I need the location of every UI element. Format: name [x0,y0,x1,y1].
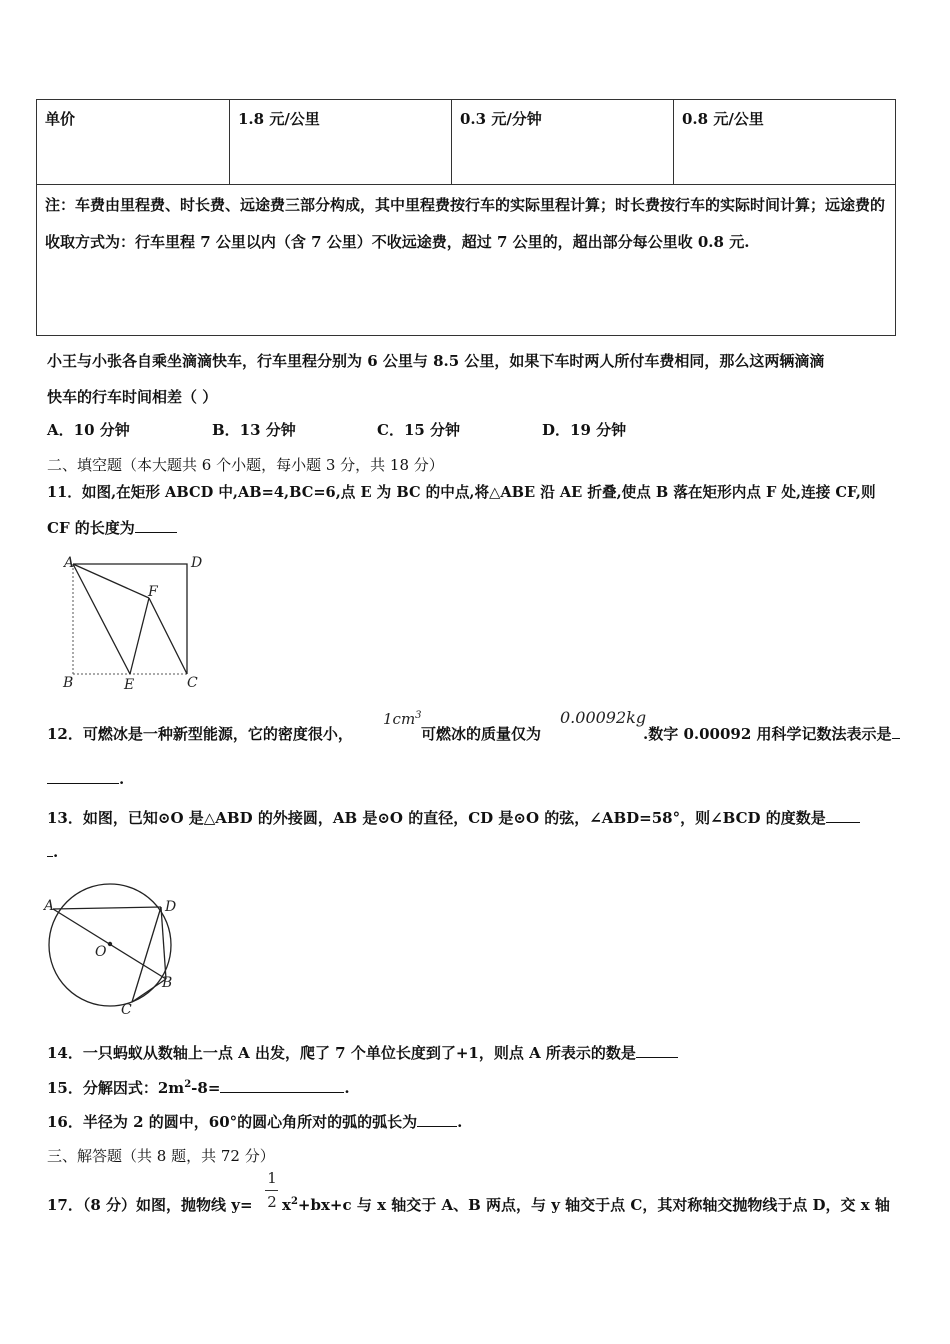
q12-answer-blank [47,783,119,784]
q15-sup: 2 [184,1079,192,1090]
q11-line1: 11．如图,在矩形 ABCD 中,AB=4,BC=6,点 E 为 BC 的中点,将△ABE 沿 AE 折叠,使点 B 落在矩形内点 F 处,连接 CF,则 [47,484,876,501]
q11-line2 [47,517,177,538]
q11-answer-blank [135,532,177,533]
chord-cb [132,979,166,1002]
segment-fc [149,598,187,674]
q13-line2 [47,843,58,861]
q17-frac-num: 1 [267,1169,277,1187]
label-a: A [64,555,75,571]
q15-suffix: -8= [191,1079,221,1097]
q17-x: x [282,1196,291,1214]
q12-blank-start [892,738,900,739]
fare-cell-time: 0.3 元/分钟 [452,100,674,185]
q10-option-d: D．19 分钟 [542,421,627,439]
chord-ad [53,907,161,909]
segment-fe [130,598,149,674]
chord-dc [132,907,161,1002]
q16-answer-blank [417,1126,457,1127]
q11-rectangle-figure [58,550,208,692]
q17-frac-den: 2 [267,1193,277,1211]
q14 [47,1042,678,1063]
q13-answer-blank [826,822,860,823]
fare-cell-mileage: 1.8 元/公里 [230,100,452,185]
q16-end: . [457,1113,463,1131]
label-c: C [187,675,198,691]
q12-math-volume [383,710,422,728]
q10-option-b: B．13 分钟 [212,421,296,439]
q12-part3-text: .数字 0.00092 用科学记数法表示是 [643,725,892,743]
q17-frac-bar [265,1190,278,1191]
q15 [47,1077,350,1098]
label-o: O [95,944,107,960]
fare-table [36,99,896,336]
q11-text: CF 的长度为 [47,519,135,537]
label-d: D [191,555,203,571]
q17-rest [282,1194,890,1215]
label-b: B [63,675,74,691]
q17-suffix: +bx+c 与 x 轴交于 A、B 两点，与 y 轴交于点 C，其对称轴交抛物线于点 D，交 x 轴 [297,1196,890,1214]
q12-part2: 可燃冰的质量仅为 [421,725,542,743]
q17-sup: 2 [290,1196,298,1207]
rect-edges-ad-dc [73,564,187,674]
q10-option-a: A．10 分钟 [47,421,130,439]
q10-line2: 快车的行车时间相差（ ） [47,388,218,406]
q10-line1: 小王与小张各自乘坐滴滴快车，行车里程分别为 6 公里与 8.5 公里，如果下车时两人所付车费相同，那么这两辆滴滴 [47,352,825,370]
q16-text: 16．半径为 2 的圆中，60°的圆心角所对的弧的弧长为 [47,1113,418,1131]
q14-text: 14．一只蚂蚁从数轴上一点 A 出发，爬了 7 个单位长度到了+1，则点 A 所表示的数是 [47,1044,636,1062]
q15-prefix: 15．分解因式：2m [47,1079,185,1097]
q12-math1: 1cm [383,710,416,728]
label-e: E [124,677,135,692]
q17-prefix: 17．（8 分）如图，抛物线 y= [47,1196,253,1214]
q12-part1: 12．可燃冰是一种新型能源，它的密度很小， [47,725,353,743]
label-b: B [162,975,173,991]
segment-af [73,564,149,598]
section3-heading: 三、解答题（共 8 题，共 72 分） [47,1147,275,1165]
q10-option-c: C．15 分钟 [377,421,461,439]
fare-cell-long-distance: 0.8 元/公里 [674,100,896,185]
q12-math-mass: 0.00092kg [560,708,647,727]
q15-answer-blank [220,1092,344,1093]
q13-text: 13．如图，已知⊙O 是△ABD 的外接圆，AB 是⊙O 的直径，CD 是⊙O 的弦，∠ABD=58°，则∠BCD 的度数是 [47,809,826,827]
q13-circle-figure [40,878,185,1018]
fare-row [37,100,896,185]
section2-heading: 二、填空题（本大题共 6 个小题，每小题 3 分，共 18 分） [47,456,444,474]
fare-cell-label: 单价 [37,100,230,185]
q16 [47,1111,462,1132]
label-c: C [121,1002,132,1018]
label-f: F [148,584,158,600]
q12-line1 [47,723,353,744]
center-point [108,942,112,946]
q12-part3 [643,723,900,744]
label-a: A [44,898,55,914]
segment-ae [73,564,130,674]
q14-answer-blank [636,1057,678,1058]
q15-end: . [344,1079,350,1097]
q13-line1 [47,807,860,828]
q13-end: . [53,843,59,861]
q12-end: . [119,770,125,788]
q12-math1-sup: 3 [415,710,422,721]
fare-note: 注：车费由里程费、时长费、远途费三部分构成，其中里程费按行车的实际里程计算；时长费按行车的实际时间计算；远途费的收取方式为：行车里程 7 公里以内（含 7 公里）不收远途费，超过 7 公里的，超出部分每公里收 0.8 元. [37,185,896,336]
label-d: D [165,899,177,915]
q12-line2 [47,770,124,788]
